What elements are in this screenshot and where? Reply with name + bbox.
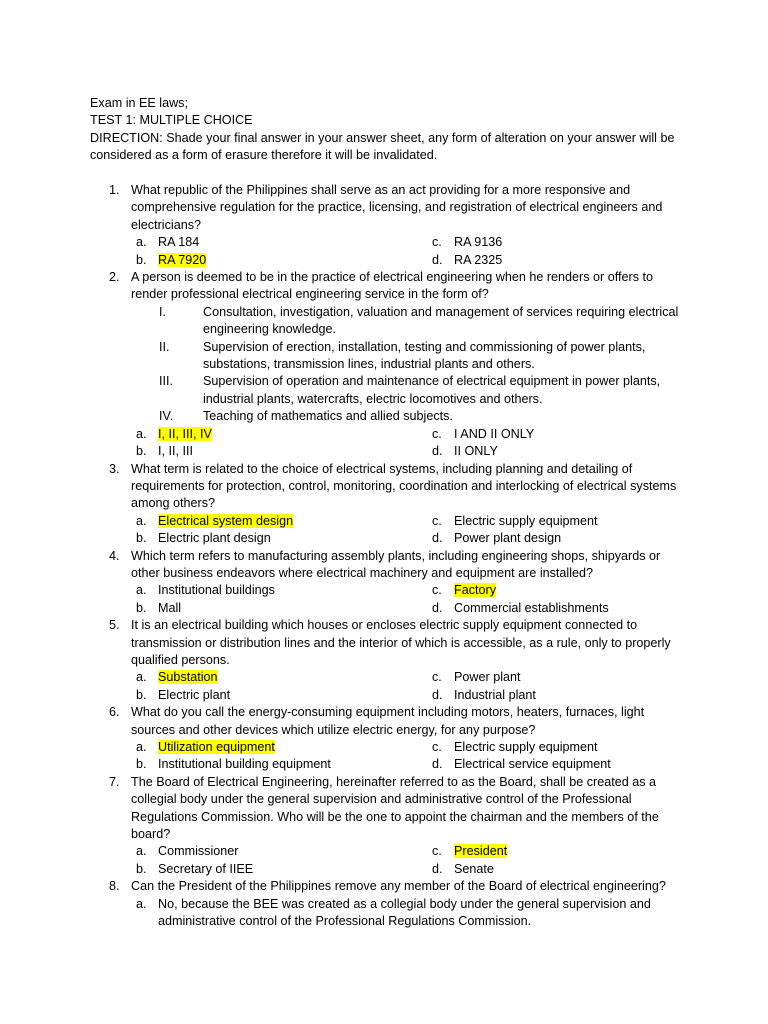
question-item: [90, 461, 690, 548]
question-list: [90, 182, 690, 930]
highlighted-answer: RA 7920: [158, 252, 207, 267]
question-text: Which term refers to manufacturing assembly plants, including engineering shops, shipyards or other business endeavors where electrical machinery and equipment are installed?: [131, 548, 661, 580]
question-item: [90, 704, 690, 774]
option-letter: c.: [432, 583, 442, 598]
answer-option[interactable]: [427, 861, 690, 878]
answer-option[interactable]: [427, 582, 690, 599]
answer-options: [131, 669, 690, 704]
answer-option[interactable]: [131, 582, 427, 599]
answer-option[interactable]: [131, 252, 427, 269]
option-letter: a.: [136, 426, 147, 441]
option-text: Electrical service equipment: [454, 757, 611, 772]
question-text: A person is deemed to be in the practice of electrical engineering when he renders or offers to render professional electrical engineering service in the form of?: [131, 270, 654, 302]
answer-option[interactable]: [427, 843, 690, 860]
roman-statement-text: Supervision of operation and maintenance of electrical equipment in power plants, industrial plants, watercrafts, electric locomotives and others.: [203, 374, 661, 406]
question-number: 6.: [109, 705, 120, 720]
option-text: I, II, III: [158, 444, 193, 459]
option-letter: a.: [136, 896, 147, 911]
option-letter: c.: [432, 740, 442, 755]
answer-option[interactable]: [427, 600, 690, 617]
option-text: Industrial plant: [454, 687, 536, 702]
option-letter: d.: [432, 444, 443, 459]
answer-option[interactable]: [131, 669, 427, 686]
option-text: Mall: [158, 600, 182, 615]
option-letter: c.: [432, 513, 442, 528]
option-text: Institutional building equipment: [158, 757, 331, 772]
answer-option[interactable]: [427, 530, 690, 547]
option-text: Electric supply equipment: [454, 513, 598, 528]
answer-option[interactable]: [427, 669, 690, 686]
option-text: Institutional buildings: [158, 583, 275, 598]
answer-option[interactable]: [427, 687, 690, 704]
option-letter: b.: [136, 252, 147, 267]
answer-options: [131, 582, 690, 617]
answer-option[interactable]: [131, 756, 427, 773]
direction-text: Shade your final answer in your answer sheet, any form of alteration on your answer will be considered as a form of erasure therefore it will be invalidated.: [90, 130, 675, 163]
option-text: Secretary of IIEE: [158, 861, 254, 876]
highlighted-answer: I, II, III, IV: [158, 426, 212, 441]
highlighted-answer: President: [454, 844, 508, 859]
question-text: It is an electrical building which houses or encloses electric supply equipment connected to transmission or distribution lines and the interior of which is accessible, as a rule, only to properly qualified persons.: [131, 618, 671, 667]
option-text: RA 2325: [454, 252, 503, 267]
option-letter: b.: [136, 861, 147, 876]
option-letter: b.: [136, 444, 147, 459]
option-letter: a.: [136, 844, 147, 859]
question-item: [90, 878, 690, 930]
option-text: RA 9136: [454, 235, 503, 250]
question-text: The Board of Electrical Engineering, hereinafter referred to as the Board, shall be created as a collegial body under the general supervision and administrative control of the Professional Regulations Commission. Who will be the one to appoint the chairman and the members of the board?: [131, 774, 659, 842]
option-letter: d.: [432, 531, 443, 546]
question-text: What term is related to the choice of electrical systems, including planning and detailing of requirements for protection, control, monitoring, coordination and interlocking of electrical systems among others?: [131, 461, 677, 511]
answer-option[interactable]: [131, 513, 427, 530]
option-text: RA 184: [158, 235, 200, 250]
option-letter: a.: [136, 513, 147, 528]
option-text: I AND II ONLY: [454, 426, 535, 441]
answer-options: [131, 739, 690, 774]
roman-numeral: I.: [159, 304, 166, 319]
answer-option[interactable]: [427, 513, 690, 530]
test-title: TEST 1: MULTIPLE CHOICE: [90, 113, 253, 128]
option-letter: c.: [432, 235, 442, 250]
option-text: Electric plant design: [158, 531, 271, 546]
roman-statement: [131, 304, 690, 339]
option-text: II ONLY: [454, 444, 498, 459]
exam-document: [90, 95, 690, 930]
answer-option[interactable]: [131, 687, 427, 704]
option-text: Electric supply equipment: [454, 740, 598, 755]
highlighted-answer: Factory: [454, 583, 496, 598]
roman-statement: [131, 339, 690, 374]
answer-option[interactable]: [131, 443, 427, 460]
option-text: Commissioner: [158, 844, 239, 859]
answer-option[interactable]: [131, 426, 427, 443]
answer-options: [131, 843, 690, 878]
answer-options: [131, 426, 690, 461]
option-text: Senate: [454, 861, 494, 876]
question-number: 8.: [109, 879, 120, 894]
option-text: Power plant design: [454, 531, 562, 546]
option-letter: d.: [432, 600, 443, 615]
option-letter: c.: [432, 670, 442, 685]
answer-option[interactable]: [427, 234, 690, 251]
highlighted-answer: Electrical system design: [158, 513, 294, 528]
answer-option[interactable]: [427, 252, 690, 269]
question-item: [90, 269, 690, 460]
option-letter: b.: [136, 600, 147, 615]
option-letter: c.: [432, 844, 442, 859]
option-letter: d.: [432, 861, 443, 876]
option-letter: b.: [136, 757, 147, 772]
option-text: Power plant: [454, 670, 521, 685]
option-letter: c.: [432, 426, 442, 441]
option-letter: a.: [136, 670, 147, 685]
question-item: [90, 617, 690, 704]
option-letter: d.: [432, 252, 443, 267]
question-text: What republic of the Philippines shall serve as an act providing for a more responsive and comprehensive regulation for the practice, licensing, and registration of electrical engineers and electricians?: [131, 183, 663, 232]
answer-option[interactable]: [131, 843, 427, 860]
answer-option[interactable]: [131, 234, 427, 251]
option-letter: a.: [136, 583, 147, 598]
answer-option[interactable]: [131, 861, 427, 878]
option-letter: d.: [432, 687, 443, 702]
answer-option[interactable]: [131, 530, 427, 547]
spacer: [90, 165, 690, 182]
roman-statement: [131, 373, 690, 408]
option-letter: d.: [432, 757, 443, 772]
question-number: 4.: [109, 548, 120, 563]
question-number: 2.: [109, 270, 120, 285]
answer-option[interactable]: [427, 756, 690, 773]
question-text: Can the President of the Philippines remove any member of the Board of electrical engineering?: [131, 879, 666, 894]
question-number: 5.: [109, 618, 120, 633]
question-number: 3.: [109, 461, 120, 476]
roman-statement-text: Consultation, investigation, valuation and management of services requiring electrical engineering knowledge.: [203, 304, 679, 337]
option-letter: b.: [136, 687, 147, 702]
roman-statement-text: Supervision of erection, installation, testing and commissioning of power plants, substations, transmission lines, industrial plants and others.: [203, 339, 646, 372]
highlighted-answer: Substation: [158, 670, 218, 685]
option-letter: a.: [136, 235, 147, 250]
roman-statement: [131, 408, 690, 425]
question-text: What do you call the energy-consuming equipment including motors, heaters, furnaces, light sources and other devices which utilize electric energy, for any purpose?: [131, 705, 645, 737]
answer-option[interactable]: [131, 739, 427, 756]
option-text: No, because the BEE was created as a collegial body under the general supervision and administrative control of the Professional Regulations Commission.: [158, 896, 651, 929]
question-item: [90, 182, 690, 269]
answer-option[interactable]: [131, 600, 427, 617]
option-letter: b.: [136, 531, 147, 546]
highlighted-answer: Utilization equipment: [158, 740, 275, 755]
question-number: 1.: [109, 183, 120, 198]
roman-statement-text: Teaching of mathematics and allied subjects.: [203, 409, 453, 424]
roman-numeral: II.: [159, 339, 170, 354]
answer-options: [131, 234, 690, 269]
answer-option[interactable]: [427, 739, 690, 756]
direction-label: DIRECTION:: [90, 130, 163, 145]
question-number: 7.: [109, 774, 120, 789]
answer-option[interactable]: [427, 443, 690, 460]
roman-numeral: IV.: [159, 409, 174, 424]
exam-title: Exam in EE laws;: [90, 96, 188, 110]
question-item: [90, 774, 690, 878]
option-text: Commercial establishments: [454, 600, 609, 615]
option-text: Electric plant: [158, 687, 231, 702]
answer-option[interactable]: [131, 896, 690, 931]
option-letter: a.: [136, 740, 147, 755]
direction-paragraph: [90, 130, 690, 165]
answer-options: [131, 513, 690, 548]
answer-option[interactable]: [427, 426, 690, 443]
roman-numeral: III.: [159, 374, 173, 389]
question-item: [90, 548, 690, 618]
